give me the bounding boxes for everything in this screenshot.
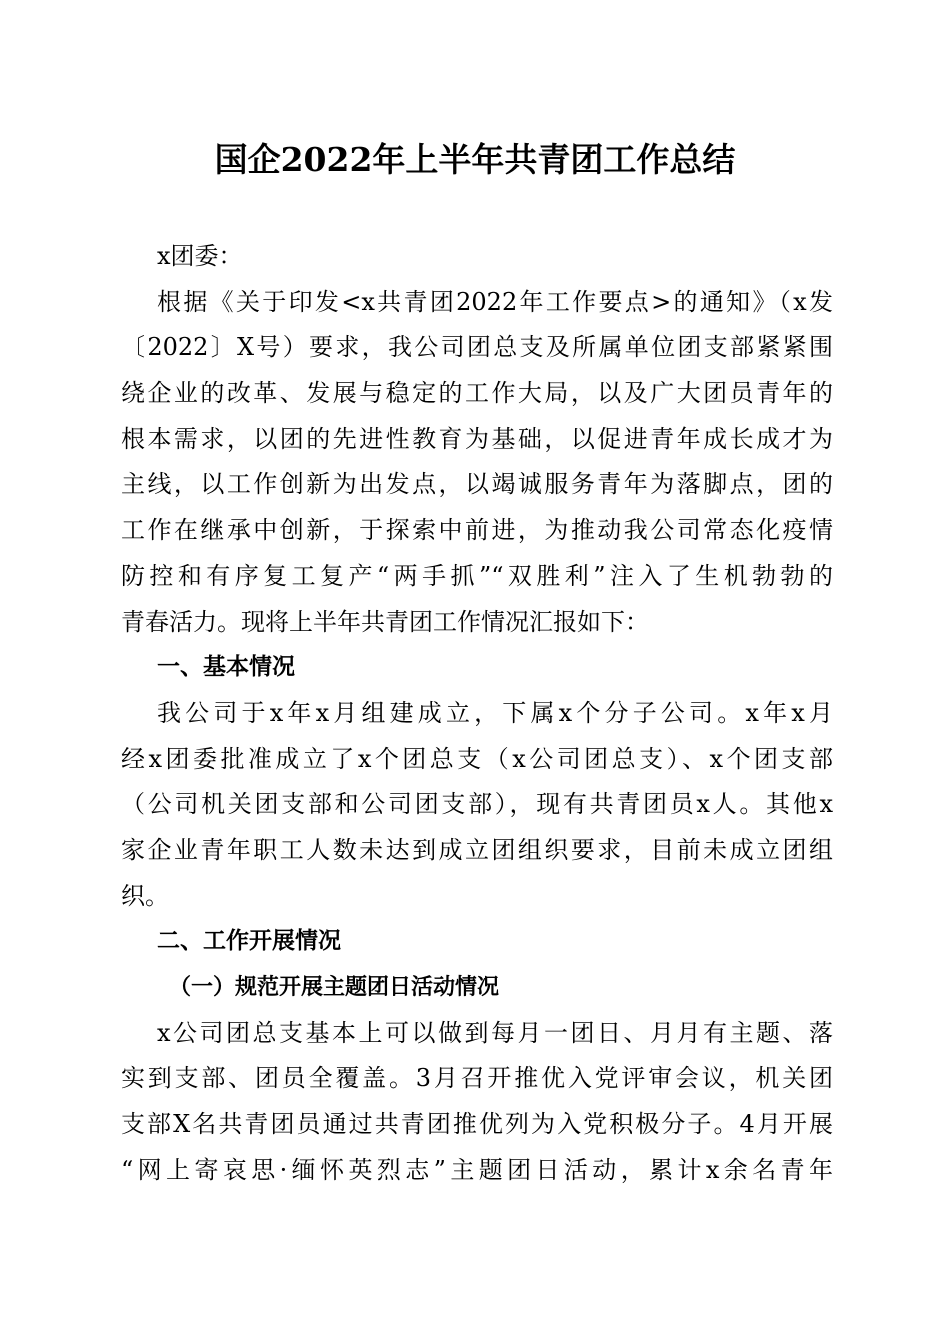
section-heading-basic: 一、基本情况 xyxy=(157,654,295,681)
intro-line: 根据《关于印发<x共青团2022年工作要点>的通知》（x发 xyxy=(157,287,833,316)
intro-line: 防控和有序复工复产“两手抓”“双胜利”注入了生机勃勃的 xyxy=(121,561,833,590)
document-title: 国企2022年上半年共青团工作总结 xyxy=(214,140,736,179)
subsection1-line: 支部X名共青团员通过共青团推优列为入党积极分子。4月开展 xyxy=(121,1110,833,1139)
section1-line: 我公司于x年x月组建成立，下属x个分子公司。x年x月 xyxy=(157,698,833,727)
intro-line: 工作在继承中创新，于探索中前进，为推动我公司常态化疫情 xyxy=(121,516,833,545)
intro-line: 青春活力。现将上半年共青团工作情况汇报如下： xyxy=(121,607,649,636)
section1-line: （公司机关团支部和公司团支部），现有共青团员x人。其他x xyxy=(121,790,833,819)
section1-line: 织。 xyxy=(121,881,169,910)
intro-line: 〔2022〕X号）要求，我公司团总支及所属单位团支部紧紧围 xyxy=(121,333,833,362)
section-heading-work: 二、工作开展情况 xyxy=(157,928,341,955)
intro-line: 根本需求，以团的先进性教育为基础，以促进青年成长成才为 xyxy=(121,424,833,453)
intro-line: 主线，以工作创新为出发点，以竭诚服务青年为落脚点，团的 xyxy=(121,470,833,499)
subsection1-line: 实到支部、团员全覆盖。3月召开推优入党评审会议，机关团 xyxy=(121,1064,833,1093)
intro-line: 绕企业的改革、发展与稳定的工作大局，以及广大团员青年的 xyxy=(121,379,833,408)
subsection1-line: x公司团总支基本上可以做到每月一团日、月月有主题、落 xyxy=(157,1018,833,1047)
subsection-heading-theme-day: （一）规范开展主题团日活动情况 xyxy=(169,974,500,1000)
salutation: x团委： xyxy=(157,242,243,270)
section1-line: 家企业青年职工人数未达到成立团组织要求，目前未成立团组 xyxy=(121,835,833,864)
subsection1-line: “网上寄哀思·缅怀英烈志”主题团日活动，累计x余名青年 xyxy=(121,1155,833,1184)
document-body xyxy=(121,234,833,1193)
section1-line: 经x团委批准成立了x个团总支（x公司团总支）、x个团支部 xyxy=(121,744,833,773)
